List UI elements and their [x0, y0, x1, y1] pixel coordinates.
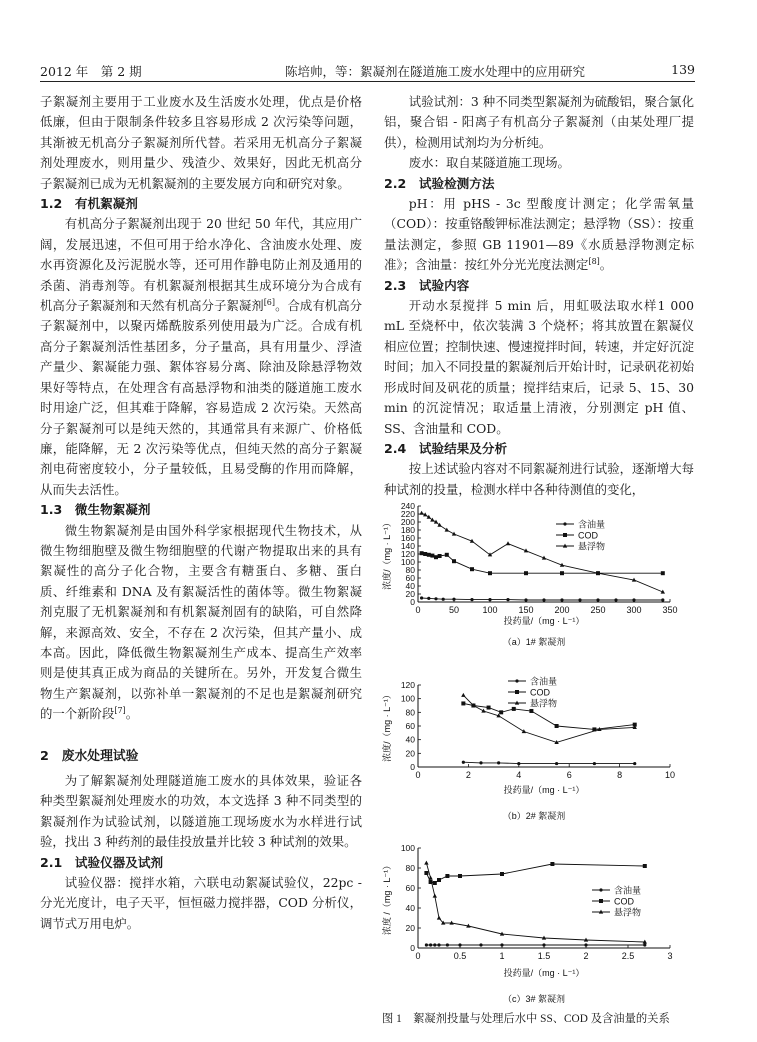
data-point [427, 597, 430, 600]
data-point [487, 706, 491, 710]
x-tick-label: 8 [617, 770, 623, 780]
x-tick-label: 250 [590, 605, 606, 615]
legend-label: COD [614, 896, 634, 907]
section-heading-1-2: 1.2 有机絮凝剂 [40, 196, 138, 212]
paragraph: pH：用 pHS - 3c 型酸度计测定；化学需氧量（COD）：按重铬酸钾标准法测定；悬浮物（SS）：按重量法测定，参照 GB 11901—89《水质悬浮物测定标准》；含油量：按红外分光光度法测定[8]。 [384, 196, 694, 273]
right-column [384, 92, 694, 500]
data-point [442, 598, 445, 601]
series-line [426, 864, 644, 883]
data-point [560, 571, 564, 575]
legend-marker [563, 522, 566, 525]
paragraph: 为了解絮凝剂处理隧道施工废水的具体效果，验证各种类型絮凝剂处理废水的功效，本文选择 3 种不同类型的絮凝剂作为试验试剂，以隧道施工现场废水为水样进行试验，找出 3 种药剂的最佳投放量并比较 3 种试剂的效果。 [40, 773, 362, 850]
data-point [488, 571, 492, 575]
legend-label: COD [530, 687, 550, 698]
paragraph: 子絮凝剂主要用于工业废水及生活废水处理，优点是价格低廉，但由于限制条件较多且容易形成 2 次污染等问题，其渐被无机高分子絮凝剂所代替。若采用无机高分子絮凝剂处理废水，则用量少、残渣少、效果好，因此无机高分子絮凝剂已成为无机絮凝剂的主要发展方向和研究对象。 [40, 94, 362, 191]
data-point [452, 598, 455, 601]
data-point [529, 709, 533, 713]
x-tick-label: 1.5 [537, 951, 551, 961]
data-point [479, 943, 482, 946]
data-point [555, 724, 559, 728]
paragraph: 试验试剂：3 种不同类型絮凝剂为硫酸铝，聚合氯化铝，聚合铝 - 阳离子有机高分子絮凝剂（由某处理厂提供），检测用试剂均为分析纯。 [384, 94, 694, 150]
x-tick-label: 4 [516, 770, 522, 780]
x-tick-label: 1 [499, 951, 505, 961]
series-line [422, 553, 663, 573]
section-heading-1-3: 1.3 微生物絮凝剂 [40, 502, 151, 518]
citation: [8] [588, 257, 600, 267]
data-point [500, 872, 504, 876]
y-tick-label: 80 [405, 565, 415, 575]
x-tick-label: 3 [667, 951, 673, 961]
paragraph: 微生物絮凝剂是由国外科学家根据现代生物技术，从微生物细胞壁及微生物细胞壁的代谢产物提取出来的具有絮凝性的高分子化合物，主要含有糖蛋白、多糖、蛋白质、纤维素和 DNA 及有絮凝活性的菌体等。微生物絮凝剂克服了无机絮凝剂和有机絮凝剂固有的缺陷，可自然降解，来源高效、安全，不存在 2 次污染，但其产量小、成本高。因此，降低微生物絮凝剂生产成本、提高生产效率则是使其真正成为商品的关键所在。另外，开发复合微生物生产絮凝剂，以弥补单一絮凝剂的不足也是絮凝剂研究的一个新阶段[7]。 [40, 522, 362, 722]
paragraph: 开动水泵搅拌 5 min 后，用虹吸法取水样1 000 mL 至烧杯中，依次装满 3 个烧杯；将其放置在絮凝仪相应位置；控制快速、慢速搅拌时间，转速，并定好沉淀时间；加入不同投量的絮凝剂后开始计时，记录矾花初始形成时间及矾花的质量；搅拌结束后，记录 5、15、30 min 的沉淀情况；取适量上清液，分别测定 pH 值、SS、含油量和 COD。 [384, 298, 694, 436]
citation: [6] [263, 297, 276, 307]
y-tick-label: 200 [400, 517, 415, 527]
legend-label: 悬浮物 [578, 541, 606, 552]
chart-c [378, 838, 698, 1006]
data-point [578, 598, 581, 601]
data-point [427, 553, 431, 557]
data-point [560, 598, 563, 601]
paragraph: 按上述试验内容对不同絮凝剂进行试验，逐渐增大每种试剂的投量，检测水样中各种待测值的变化， [384, 461, 694, 497]
x-tick-label: 350 [662, 605, 678, 615]
data-point [427, 515, 431, 519]
data-point [506, 598, 509, 601]
data-point [517, 762, 520, 765]
data-point [433, 894, 437, 898]
x-tick-label: 50 [448, 605, 460, 615]
legend-marker [515, 679, 518, 682]
y-tick-label: 20 [405, 748, 415, 759]
data-point [512, 707, 516, 711]
section-heading-2-1: 2.1 试验仪器及试剂 [40, 854, 164, 870]
data-point [424, 871, 428, 875]
data-point [430, 554, 434, 558]
data-point [425, 943, 428, 946]
data-point [596, 598, 599, 601]
x-tick-label: 150 [518, 605, 534, 615]
y-tick-label: 220 [400, 509, 415, 519]
figure-caption: 图 1 絮凝剂投量与处理后水中 SS、COD 及含油量的关系 [382, 1013, 670, 1025]
series-line [422, 598, 663, 600]
legend-label: 含油量 [614, 885, 642, 896]
data-point [497, 761, 500, 764]
data-point [661, 571, 665, 575]
data-point [420, 551, 424, 555]
running-title: 陈培帅，等：絮凝剂在隧道施工废水处理中的应用研究 [285, 64, 586, 79]
data-point [434, 555, 438, 559]
x-tick-label: 2.5 [621, 951, 635, 961]
y-tick-label: 0 [410, 943, 415, 953]
x-tick-label: 2 [583, 951, 589, 961]
data-point [614, 598, 617, 601]
legend-label: 含油量 [530, 676, 558, 687]
subfigure-caption: （a）1# 絮凝剂 [502, 637, 566, 647]
data-point [488, 552, 492, 556]
data-point [479, 761, 482, 764]
y-tick-label: 100 [400, 557, 415, 567]
y-tick-label: 60 [405, 883, 415, 893]
y-axis-label: 浓度/（mg · L⁻¹） [382, 518, 392, 590]
data-point [452, 559, 456, 563]
data-point [633, 762, 636, 765]
legend-label: COD [578, 530, 598, 541]
section-heading-2-2: 2.2 试验检测方法 [384, 175, 495, 191]
journal-issue: 2012 年 第 2 期 [40, 64, 142, 79]
series-line [463, 762, 634, 763]
data-point [632, 598, 635, 601]
data-point [446, 943, 449, 946]
x-tick-label: 300 [626, 605, 642, 615]
series-line [422, 513, 663, 592]
x-tick-label: 0 [415, 951, 421, 961]
data-point [428, 876, 432, 880]
data-point [424, 861, 428, 865]
legend-marker [599, 888, 602, 891]
y-tick-label: 40 [405, 734, 415, 745]
y-tick-label: 40 [405, 581, 415, 591]
chart-a [378, 500, 698, 660]
data-point [461, 693, 465, 697]
legend-marker [515, 690, 519, 694]
paragraph: 废水：取自某隧道施工现场。 [408, 155, 570, 171]
subfigure-caption: （c）3# 絮凝剂 [502, 994, 566, 1004]
y-tick-label: 80 [405, 707, 415, 718]
data-point [643, 864, 647, 868]
x-axis-label: 投药量/（mg · L⁻¹） [503, 616, 585, 626]
legend-marker [563, 533, 567, 537]
left-column [40, 92, 362, 934]
data-point [430, 518, 434, 522]
data-point [438, 554, 442, 558]
legend-label: 悬浮物 [530, 698, 558, 709]
y-tick-label: 40 [405, 903, 415, 913]
y-tick-label: 180 [400, 525, 415, 535]
section-heading-2: 2 废水处理试验 [40, 748, 139, 764]
data-point [445, 874, 449, 878]
data-point [423, 552, 427, 556]
data-point [470, 567, 474, 571]
data-point [506, 541, 510, 545]
y-tick-label: 120 [400, 549, 415, 559]
paragraph: 试验仪器：搅拌水箱，六联电动絮凝试验仪，22pc - 分光光度计，电子天平，恒恒磁力搅拌器，COD 分析仪，调节式万用电炉。 [40, 875, 362, 931]
legend-label: 含油量 [578, 519, 606, 530]
data-point [462, 761, 465, 764]
legend-marker [599, 899, 603, 903]
data-point [429, 943, 432, 946]
chart-b [378, 675, 698, 825]
data-point [434, 597, 437, 600]
data-point [437, 916, 441, 920]
data-point [499, 710, 503, 714]
y-tick-label: 20 [405, 923, 415, 933]
section-heading-2-4: 2.4 试验结果及分析 [384, 440, 508, 456]
y-tick-label: 0 [410, 597, 415, 607]
x-axis-label: 投药量/（mg · L⁻¹） [503, 785, 585, 795]
data-point [458, 943, 461, 946]
x-tick-label: 0.5 [453, 951, 467, 961]
data-point [433, 943, 436, 946]
y-tick-label: 60 [405, 721, 415, 731]
data-point [524, 571, 528, 575]
x-tick-label: 2 [465, 770, 471, 780]
page-number: 139 [671, 62, 695, 77]
data-point [542, 943, 545, 946]
page-header [40, 60, 695, 82]
y-tick-label: 160 [400, 533, 415, 543]
paragraph: 有机高分子絮凝剂出现于 20 世纪 50 年代，其应用广阔，发展迅速，不但可用于给水净化、含油废水处理、废水再资源化及污泥脱水等，还可用作静电防止剂及通用的杀菌、消毒剂等。有机絮凝剂根据其生成环境分为合成有机高分子絮凝剂和天然有机高分子絮凝剂[6]。合成有机高分子絮凝剂中，以聚丙烯酰胺系列使用最为广泛。合成有机高分子絮凝剂活性基团多，分子量高，具有用量少、浮渣产量少、絮凝能力强、絮体容易分离、除油及除悬浮物效果好等特点，在处理含有高悬浮物和油类的隧道施工废水时用途广泛，但其难于降解，容易造成 2 次污染。天然高分子絮凝剂可以是纯天然的，其通常具有来源广、价格低廉，能降解，无 2 次污染等优点，但纯天然的高分子絮凝剂电荷密度较小，分子量较低，且易受酶的作用而降解，从而失去活性。 [40, 216, 363, 497]
data-point [437, 878, 441, 882]
subfigure-caption: （b）2# 絮凝剂 [502, 811, 566, 821]
y-tick-label: 240 [400, 501, 415, 511]
data-point [661, 598, 664, 601]
y-tick-label: 140 [400, 541, 415, 551]
x-tick-label: 10 [664, 770, 676, 780]
x-tick-label: 100 [482, 605, 498, 615]
section-heading-2-3: 2.3 试验内容 [384, 277, 470, 293]
data-point [458, 874, 462, 878]
y-tick-label: 80 [405, 863, 415, 873]
data-point [542, 598, 545, 601]
data-point [420, 596, 423, 599]
data-point [470, 598, 473, 601]
data-point [461, 701, 465, 705]
data-point [445, 553, 449, 557]
data-point [593, 762, 596, 765]
x-tick-label: 0 [415, 605, 421, 615]
x-tick-label: 200 [554, 605, 570, 615]
data-point [437, 943, 440, 946]
data-point [445, 528, 449, 532]
y-tick-label: 0 [410, 762, 415, 772]
data-point [524, 598, 527, 601]
x-axis-label: 投药量/（mg · L⁻¹） [503, 968, 585, 978]
y-tick-label: 20 [405, 589, 415, 599]
x-tick-label: 0 [415, 770, 421, 780]
data-point [643, 943, 646, 946]
data-point [433, 881, 437, 885]
data-point [488, 598, 491, 601]
y-axis-label: 浓度 /（mg · L⁻¹） [382, 860, 392, 936]
citation: [7] [114, 706, 126, 716]
data-point [550, 862, 554, 866]
data-point [584, 943, 587, 946]
y-tick-label: 120 [400, 680, 415, 690]
y-tick-label: 100 [400, 843, 415, 853]
data-point [500, 943, 503, 946]
y-tick-label: 60 [405, 573, 415, 583]
legend-label: 悬浮物 [614, 907, 642, 918]
data-point [555, 762, 558, 765]
y-tick-label: 100 [400, 693, 415, 704]
x-tick-label: 6 [566, 770, 572, 780]
data-point [419, 511, 423, 515]
y-axis-label: 浓度/（mg · L⁻¹） [382, 690, 392, 762]
